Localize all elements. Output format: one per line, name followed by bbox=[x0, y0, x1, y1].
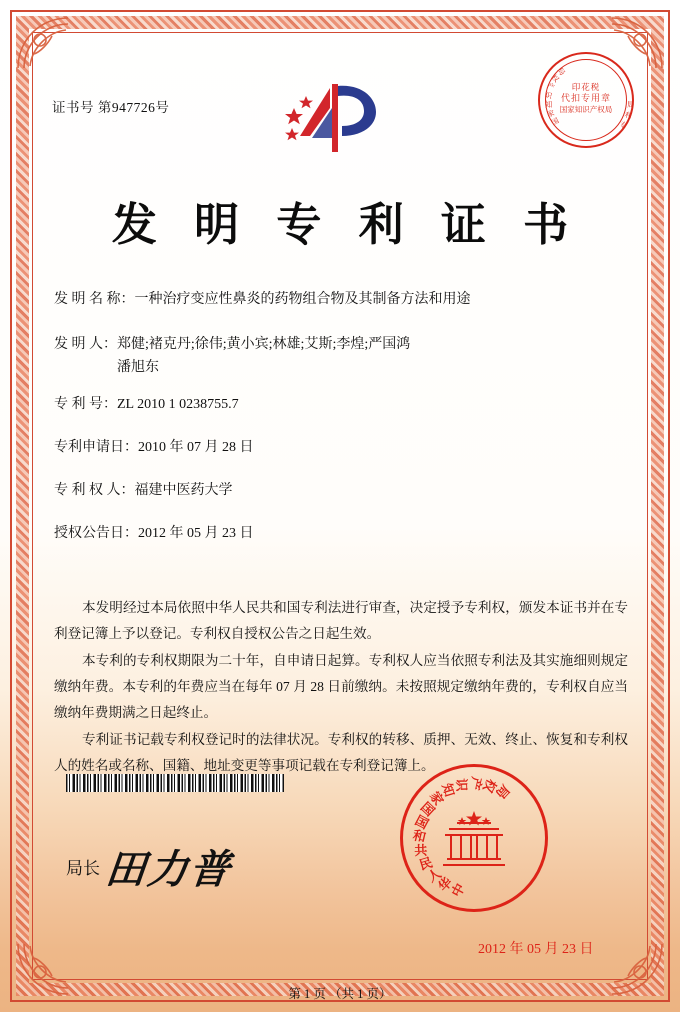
field-value: 福建中医药大学 bbox=[134, 483, 233, 498]
field-label: 专利申请日： bbox=[54, 440, 138, 455]
field-label: 专 利 号： bbox=[54, 397, 117, 412]
stamp-duty-line3: 国家知识产权局 bbox=[559, 105, 613, 114]
stamp-duty-line2: 代扣专用章 bbox=[560, 93, 611, 103]
signature-block bbox=[66, 838, 235, 895]
signature-name: 田力普 bbox=[103, 847, 235, 892]
barcode bbox=[66, 774, 284, 792]
page-footer: 第 1 页 （共 1 页） bbox=[288, 987, 392, 1001]
stamp-duty-seal bbox=[538, 52, 634, 148]
field-patent-number bbox=[54, 393, 628, 416]
field-grant-date bbox=[54, 522, 628, 545]
legal-paragraph: 专利证书记载专利权登记时的法律状况。专利权的转移、质押、无效、终止、恢复和专利权人的姓名或名称、国籍、地址变更等事项记载在专利登记簿上。 bbox=[54, 732, 628, 773]
field-label: 发 明 名 称： bbox=[54, 292, 135, 307]
certificate-number: 证书号 第947726号 bbox=[52, 100, 170, 115]
field-inventors bbox=[54, 333, 628, 379]
stamp-duty-line1: 印花税 bbox=[571, 82, 601, 92]
certificate-content bbox=[48, 48, 635, 1001]
national-seal-arc: 中 华 人 民 共 和 国 国 家 知 识 产 权 局 bbox=[411, 775, 513, 900]
field-list bbox=[54, 288, 628, 565]
field-value: 2012 年 05 月 23 日 bbox=[138, 526, 254, 541]
national-seal bbox=[400, 764, 548, 912]
national-emblem-icon bbox=[437, 809, 511, 873]
field-value: ZL 2010 1 0238755.7 bbox=[117, 397, 239, 412]
field-value: 郑健;褚克丹;徐伟;黄小宾;林雄;艾斯;李煌;严国鸿 bbox=[117, 337, 411, 352]
field-value-line2: 潘旭东 bbox=[117, 360, 159, 375]
field-patentee bbox=[54, 479, 628, 502]
field-label: 授权公告日： bbox=[54, 526, 138, 541]
page-title: 发 明 专 利 证 书 bbox=[111, 200, 582, 250]
sipo-logo-icon bbox=[276, 78, 396, 160]
field-label: 发 明 人： bbox=[54, 337, 117, 352]
signature-label: 局长 bbox=[66, 859, 100, 878]
field-value: 2010 年 07 月 28 日 bbox=[138, 440, 254, 455]
legal-text bbox=[54, 595, 628, 780]
legal-paragraph: 本专利的专利权期限为二十年，自申请日起算。专利权人应当依照专利法及其实施细则规定缴纳年费。本专利的年费应当在每年 07 月 28 日前缴纳。未按照规定缴纳年费的，专利权自应当缴纳年费期满之日起终止。 bbox=[54, 653, 628, 720]
stamp-duty-seal-arc: 国 家 知 识 产 权 局 专 利 局 bbox=[544, 66, 635, 131]
legal-paragraph: 本发明经过本局依照中华人民共和国专利法进行审查，决定授予专利权，颁发本证书并在专利登记簿上予以登记。专利权自授权公告之日起生效。 bbox=[54, 600, 628, 641]
seal-date: 2012 年 05 月 23 日 bbox=[478, 942, 594, 957]
field-invention-name bbox=[54, 288, 628, 311]
field-label: 专 利 权 人： bbox=[54, 483, 135, 498]
field-application-date bbox=[54, 436, 628, 459]
field-value: 一种治疗变应性鼻炎的药物组合物及其制备方法和用途 bbox=[134, 292, 471, 307]
